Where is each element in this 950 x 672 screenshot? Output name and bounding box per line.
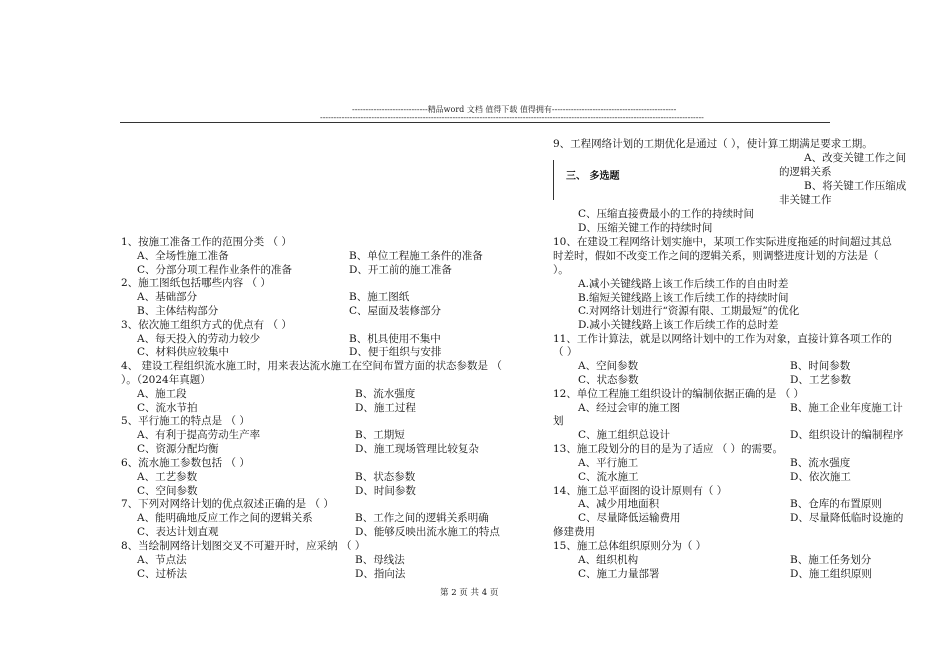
q11-option-a: A、空间参数 — [578, 360, 639, 372]
q5-option-a: A、有利于提高劳动生产率 — [137, 429, 261, 441]
q4-option-d: D、施工过程 — [355, 402, 416, 414]
q9-option-c: C、压缩直接费最小的工作的持续时间 — [578, 208, 755, 220]
question-9: 9、工程网络计划的工期优化是通过（ ），使计算工期满足要求工期。 — [553, 138, 873, 150]
q1-option-d: D、开工前的施工准备 — [349, 264, 452, 276]
q10-option-b: B.缩短关键线路上该工作后续工作的持续时间 — [578, 292, 789, 304]
q7-option-d: D、能够反映出流水施工的特点 — [355, 526, 500, 538]
q1-option-a: A、全场性施工准备 — [137, 250, 229, 262]
q14-option-d: D、尽量降低临时设施的 — [790, 512, 904, 524]
page-header-line1: ----------------------------精品word 文档 值得下载 值得拥有---------------------------------------------- — [352, 105, 677, 114]
header-rule — [120, 122, 830, 123]
question-10: 10、在建设工程网络计划实施中，某项工作实际进度拖延的时间超过其总 — [553, 236, 892, 248]
question-13: 13、施工段划分的目的是为了适应 （ ）的需要。 — [553, 443, 784, 455]
q11-option-c: C、状态参数 — [578, 374, 639, 386]
q4-option-b: B、流水强度 — [355, 388, 416, 400]
q6-option-c: C、空间参数 — [137, 485, 198, 497]
q3-option-c: C、材料供应较集中 — [137, 346, 230, 358]
q10-option-c: C.对网络计划进行“资源有限、工期最短”的优化 — [578, 305, 800, 317]
question-1: 1、按施工准备工作的范围分类 （ ） — [121, 236, 292, 248]
q5-option-c: C、资源分配均衡 — [137, 443, 219, 455]
q15-option-c: C、施工力量部署 — [578, 568, 660, 580]
q5-option-b: B、工期短 — [355, 429, 405, 441]
q6-option-b: B、状态参数 — [355, 471, 416, 483]
question-8: 8、当绘制网络计划图交叉不可避开时，应采纳 （ ） — [121, 540, 366, 552]
q10-option-d: D.减小关键线路上该工作后续工作的总时差 — [578, 319, 779, 331]
section-heading: 三、 多选题 — [566, 171, 620, 182]
question-11: 11、工作计算法，就是以网络计划中的工作为对象，直接计算各项工作的 — [553, 333, 892, 345]
q2-option-a: A、基础部分 — [137, 291, 198, 303]
question-14: 14、施工总平面图的设计原则有（ ） — [553, 485, 728, 497]
question-11-line2: （ ） — [553, 346, 578, 358]
question-12: 12、单位工程施工组织设计的编制依据正确的是 （ ） — [553, 388, 805, 400]
q14-option-c: C、尽量降低运输费用 — [578, 512, 681, 524]
q14-option-a: A、减少用地面积 — [578, 498, 660, 510]
question-3: 3、依次施工组织方式的优点有 （ ） — [121, 319, 292, 331]
question-15: 15、施工总体组织原则分为（ ） — [553, 540, 707, 552]
question-6: 6、流水施工参数包括 （ ） — [121, 457, 250, 469]
q6-option-a: A、工艺参数 — [137, 471, 198, 483]
q2-option-d: C、屋面及装修部分 — [349, 305, 442, 317]
q3-option-b: B、机具使用不集中 — [349, 333, 441, 345]
q2-option-c: B、主体结构部分 — [137, 305, 219, 317]
q12-option-a: A、经过会审的施工图 — [578, 402, 681, 414]
question-5: 5、平行施工的特点是 （ ） — [121, 415, 250, 427]
q13-option-b: B、流水强度 — [790, 457, 851, 469]
question-10-line2: 时差时，假如不改变工作之间的逻辑关系，则调整进度计划的方法是（ — [553, 250, 879, 262]
q8-option-c: C、过桥法 — [137, 568, 188, 580]
q9-option-d: D、压缩关键工作的持续时间 — [578, 222, 713, 234]
q9-option-a-line2: 的逻辑关系 — [779, 166, 832, 178]
q7-option-a: A、能明确地反应工作之间的逻辑关系 — [137, 512, 313, 524]
q5-option-d: D、施工现场管理比较复杂 — [355, 443, 479, 455]
q3-option-a: A、每天投入的劳动力较少 — [137, 333, 261, 345]
q11-option-b: B、时间参数 — [790, 360, 851, 372]
question-10-line3: ）。 — [553, 264, 569, 276]
page-number: 第 2 页 共 4 页 — [440, 588, 499, 598]
q8-option-a: A、节点法 — [137, 554, 187, 566]
question-4: 4、 建设工程组织流水施工时，用来表达流水施工在空间布置方面的状态参数是 （ — [121, 360, 502, 372]
question-7: 7、下列对网络计划的优点叙述正确的是 （ ） — [121, 498, 334, 510]
q6-option-d: D、时间参数 — [355, 485, 416, 497]
q12-option-c: C、施工组织总设计 — [578, 429, 671, 441]
q4-option-c: C、流水节拍 — [137, 402, 198, 414]
q2-option-b: B、施工图纸 — [349, 291, 410, 303]
q9-option-b-line1: B、将关键工作压缩成 — [804, 180, 907, 192]
q13-option-d: D、依次施工 — [790, 471, 851, 483]
page-header-line2: ---------------------------------------------------------------------------------------------------------------------------------------------- — [320, 113, 704, 122]
question-2: 2、施工图纸包括哪些内容 （ ） — [121, 277, 271, 289]
q8-option-b: B、母线法 — [355, 554, 405, 566]
q13-option-c: C、流水施工 — [578, 471, 639, 483]
q12-option-b: B、施工企业年度施工计 — [790, 402, 903, 414]
q3-option-d: D、便于组织与安排 — [349, 346, 442, 358]
q1-option-c: C、分部分项工程作业条件的准备 — [137, 264, 293, 276]
q10-option-a: A.减小关键线路上该工作后续工作的自由时差 — [578, 278, 789, 290]
question-4-cont: ）。（2024年真题） — [121, 374, 211, 386]
q15-option-d: D、施工组织原则 — [790, 568, 872, 580]
q8-option-d: D、指向法 — [355, 568, 406, 580]
q15-option-a: A、组织机构 — [578, 554, 639, 566]
q11-option-d: D、工艺参数 — [790, 374, 851, 386]
q1-option-b: B、单位工程施工条件的准备 — [349, 250, 483, 262]
q13-option-a: A、平行施工 — [578, 457, 639, 469]
q12-option-d: D、组织设计的编制程序 — [790, 429, 904, 441]
q7-option-c: C、表达计划直观 — [137, 526, 219, 538]
q7-option-b: B、工作之间的逻辑关系明确 — [355, 512, 489, 524]
section-margin-line — [553, 160, 554, 200]
q15-option-b: B、施工任务划分 — [790, 554, 872, 566]
q9-option-b-line2: 非关键工作 — [779, 194, 832, 206]
q4-option-a: A、施工段 — [137, 388, 187, 400]
q12-option-b-cont: 划 — [553, 415, 564, 427]
q14-option-d-cont: 修建费用 — [553, 526, 595, 538]
q9-option-a-line1: A、改变关键工作之间 — [804, 152, 907, 164]
q14-option-b: B、仓库的布置原则 — [790, 498, 882, 510]
